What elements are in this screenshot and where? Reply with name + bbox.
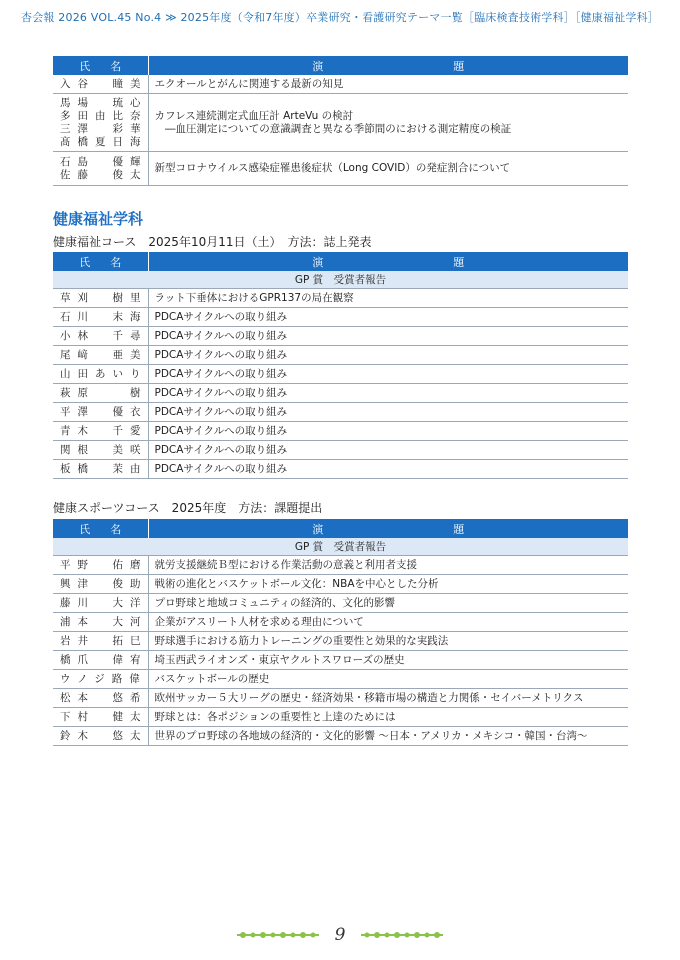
column-header-title: 演題 — [148, 56, 628, 75]
table-row — [53, 403, 628, 422]
title-cell: 野球とは：各ポジションの重要性と上達のためには — [148, 708, 628, 727]
table-row — [53, 441, 628, 460]
names-cell: 青木 千愛 — [53, 422, 148, 441]
names-cell: 萩原 樹 — [53, 384, 148, 403]
table-header-row — [53, 252, 628, 271]
table-row — [53, 556, 628, 575]
names-cell: 興津 俊助 — [53, 575, 148, 594]
column-header-name: 氏名 — [53, 519, 148, 538]
title-cell: 就労支援継続Ｂ型における作業活動の意義と利用者支援 — [148, 556, 628, 575]
table-row — [53, 689, 628, 708]
column-header-name: 氏名 — [53, 56, 148, 75]
title-cell: 世界のプロ野球の各地域の経済的・文化的影響 ～日本・アメリカ・メキシコ・韓国・台湾～ — [148, 727, 628, 746]
names-cell: 板橋 茉由 — [53, 460, 148, 479]
leaf-ornament-left-icon — [237, 929, 319, 941]
names-cell: 小林 千尋 — [53, 327, 148, 346]
title-cell: ラット下垂体におけるGPR137の局在観察 — [148, 289, 628, 308]
names-cell: 藤川 大洋 — [53, 594, 148, 613]
table-row — [53, 575, 628, 594]
course-subtitle: 健康スポーツコース 2025年度 方法：課題提出 — [53, 501, 323, 515]
title-cell: 戦術の進化とバスケットボール文化：NBAを中心とした分析 — [148, 575, 628, 594]
column-header-name: 氏名 — [53, 252, 148, 271]
department-heading: 健康福祉学科 — [53, 210, 144, 228]
award-section-row — [53, 271, 628, 289]
title-cell: カフレス連続測定式血圧計 ArteVu の検討 ―血圧測定についての意識調査と異なる季節間のにおける測定精度の検証 — [148, 94, 628, 152]
table-row — [53, 94, 628, 152]
research-table-sports — [53, 519, 628, 746]
table-row — [53, 727, 628, 746]
title-cell: バスケットボールの歴史 — [148, 670, 628, 689]
table-row — [53, 308, 628, 327]
table-header-row — [53, 56, 628, 75]
award-label: GP 賞 受賞者報告 — [53, 271, 628, 289]
table-row — [53, 460, 628, 479]
title-cell: PDCAサイクルへの取り組み — [148, 346, 628, 365]
names-cell: 松本 悠希 — [53, 689, 148, 708]
names-cell: 山田あいり — [53, 365, 148, 384]
title-cell: PDCAサイクルへの取り組み — [148, 460, 628, 479]
page-number: 9 — [334, 924, 346, 945]
course-subtitle: 健康福祉コース 2025年10月11日（土） 方法：誌上発表 — [53, 235, 372, 249]
title-cell: 新型コロナウイルス感染症罹患後症状（Long COVID）の発症割合について — [148, 152, 628, 186]
title-cell: PDCAサイクルへの取り組み — [148, 422, 628, 441]
title-cell: PDCAサイクルへの取り組み — [148, 365, 628, 384]
table-row — [53, 289, 628, 308]
names-cell: 入谷 瞳美 — [53, 75, 148, 94]
names-cell: 橋爪 偉宥 — [53, 651, 148, 670]
names-cell: 下村 健太 — [53, 708, 148, 727]
title-cell: エクオールとがんに関連する最新の知見 — [148, 75, 628, 94]
title-cell: PDCAサイクルへの取り組み — [148, 308, 628, 327]
title-cell: PDCAサイクルへの取り組み — [148, 384, 628, 403]
table-row — [53, 708, 628, 727]
names-cell: 尾﨑 亜美 — [53, 346, 148, 365]
research-table-welfare — [53, 252, 628, 479]
leaf-ornament-right-icon — [361, 929, 443, 941]
names-cell: 草刈 樹里 — [53, 289, 148, 308]
table-row — [53, 346, 628, 365]
title-cell: 欧州サッカー５大リーグの歴史・経済効果・移籍市場の構造と力関係・セイバーメトリクス — [148, 689, 628, 708]
names-cell: 関根 美咲 — [53, 441, 148, 460]
table-row — [53, 613, 628, 632]
table-row — [53, 365, 628, 384]
page-footer — [0, 924, 680, 945]
running-header: 杏会報 2026 VOL.45 No.4 ≫ 2025年度（令和7年度）卒業研究・看護研究テーマ一覧［臨床検査技術学科］［健康福祉学科］ — [21, 11, 659, 24]
names-cell: 馬場 琉心 多田由比奈 三澤 彩華 髙橋夏日海 — [53, 94, 148, 152]
table-row — [53, 152, 628, 186]
title-cell: 埼玉西武ライオンズ・東京ヤクルトスワローズの歴史 — [148, 651, 628, 670]
table-row — [53, 670, 628, 689]
names-cell: 平野 佑磨 — [53, 556, 148, 575]
title-cell: PDCAサイクルへの取り組み — [148, 327, 628, 346]
table-row — [53, 632, 628, 651]
names-cell: 鈴木 悠太 — [53, 727, 148, 746]
table-row — [53, 651, 628, 670]
column-header-title: 演題 — [148, 519, 628, 538]
table-row — [53, 327, 628, 346]
names-cell: ウノジ路偉 — [53, 670, 148, 689]
names-cell: 石島 優輝 佐藤 俊太 — [53, 152, 148, 186]
column-header-title: 演題 — [148, 252, 628, 271]
title-cell: 企業がアスリート人材を求める理由について — [148, 613, 628, 632]
table-row — [53, 384, 628, 403]
table-row — [53, 75, 628, 94]
award-label: GP 賞 受賞者報告 — [53, 538, 628, 556]
names-cell: 浦本 大河 — [53, 613, 148, 632]
title-cell: プロ野球と地域コミュニティの経済的、文化的影響 — [148, 594, 628, 613]
names-cell: 石川 末海 — [53, 308, 148, 327]
title-cell: PDCAサイクルへの取り組み — [148, 403, 628, 422]
names-cell: 平澤 優衣 — [53, 403, 148, 422]
table-row — [53, 422, 628, 441]
research-table-clinical — [53, 56, 628, 186]
title-cell: PDCAサイクルへの取り組み — [148, 441, 628, 460]
table-row — [53, 594, 628, 613]
title-cell: 野球選手における筋力トレーニングの重要性と効果的な実践法 — [148, 632, 628, 651]
table-header-row — [53, 519, 628, 538]
names-cell: 岩井 拓巳 — [53, 632, 148, 651]
award-section-row — [53, 538, 628, 556]
